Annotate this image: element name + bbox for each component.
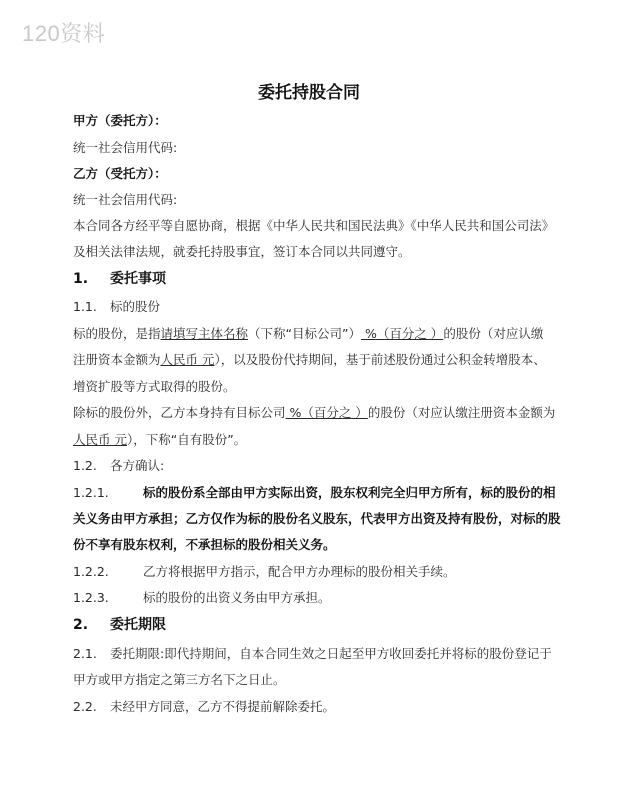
own-shares-line-2 bbox=[73, 431, 246, 449]
clause-1-2-3 bbox=[73, 589, 331, 607]
clause-number: 1.2.2. bbox=[73, 564, 109, 579]
clause-text: 未经甲方同意，乙方不得提前解除委托。 bbox=[110, 699, 336, 714]
percentage-field: %（百分之 ） bbox=[285, 405, 368, 420]
clause-2-2 bbox=[73, 698, 335, 716]
clause-1-2-heading bbox=[73, 457, 164, 475]
text-run: 的股份（对应认缴 bbox=[443, 326, 544, 341]
section-number: 2. bbox=[73, 617, 89, 633]
clause-1-2-2 bbox=[73, 563, 456, 581]
section-2-heading bbox=[73, 616, 166, 634]
clause-number: 1.2.3. bbox=[73, 590, 109, 605]
clause-1-2-1-line-1 bbox=[73, 484, 556, 502]
percentage-field: %（百分之 ） bbox=[360, 326, 444, 341]
clause-1-1-line-1 bbox=[73, 325, 543, 343]
own-shares-line-1 bbox=[73, 404, 555, 422]
clause-number: 1.2.1. bbox=[73, 485, 109, 500]
clause-text: 标的股份的出资义务由甲方承担。 bbox=[143, 590, 331, 605]
clause-1-1-line-3: 增资扩股等方式取得的股份。 bbox=[73, 379, 236, 394]
text-run: ），以及股份代持期间，基于前述股份通过公积金转增股本、 bbox=[214, 352, 546, 367]
clause-text: 委托期限:即代持期间，自本合同生效之日起至甲方收回委托并将标的股份登记于 bbox=[110, 646, 552, 661]
clause-1-1-heading bbox=[73, 298, 160, 316]
section-title: 委托期限 bbox=[110, 617, 166, 633]
document-title: 委托持股合同 bbox=[258, 83, 360, 103]
text-run: ），下称“自有股份”。 bbox=[126, 432, 247, 447]
clause-2-1-line-2: 甲方或甲方指定之第三方名下之日止。 bbox=[73, 672, 286, 687]
text-run: 的股份（对应认缴注册资本金额为 bbox=[367, 405, 556, 420]
party-a-credit-code: 统一社会信用代码: bbox=[73, 140, 178, 155]
text-run: 注册资本金额为 bbox=[73, 352, 161, 367]
watermark: 120资料 bbox=[22, 21, 106, 46]
intro-line-2: 及相关法律法规，就委托持股事宜，签订本合同以共同遵守。 bbox=[73, 244, 411, 259]
text-run: 除标的股份外，乙方本身持有目标公司 bbox=[73, 405, 286, 420]
text-run: （下称“目标公司”） bbox=[248, 326, 361, 341]
party-b-credit-code: 统一社会信用代码: bbox=[73, 192, 178, 207]
section-title: 委托事项 bbox=[110, 271, 166, 287]
section-1-heading bbox=[73, 270, 166, 288]
clause-text: 乙方将根据甲方指示，配合甲方办理标的股份相关手续。 bbox=[143, 564, 456, 579]
party-a-label: 甲方（委托方）： bbox=[73, 113, 167, 128]
amount-field: 人民币 元 bbox=[160, 352, 215, 367]
text-run: 标的股份系全部由甲方实际出资，股东权利完全归甲方所有，标的股份的相 bbox=[143, 485, 556, 500]
clause-title: 各方确认: bbox=[110, 458, 165, 473]
clause-1-1-line-2 bbox=[73, 351, 546, 369]
clause-number: 1.2. bbox=[73, 458, 97, 473]
text-run: 标的股份，是指 bbox=[73, 326, 161, 341]
section-number: 1. bbox=[73, 271, 89, 287]
clause-number: 2.2. bbox=[73, 699, 97, 714]
clause-1-2-1-line-3: 份不享有股东权利，不承担标的股份相关义务。 bbox=[73, 537, 336, 552]
clause-number: 1.1. bbox=[73, 299, 97, 314]
amount-field: 人民币 元 bbox=[73, 432, 127, 447]
clause-title: 标的股份 bbox=[110, 299, 161, 314]
party-b-label: 乙方（受托方）： bbox=[73, 166, 167, 181]
intro-line-1: 本合同各方经平等自愿协商，根据《中华人民共和国民法典》《中华人民共和国公司法》 bbox=[73, 218, 555, 233]
company-name-field: 请填写主体名称 bbox=[160, 326, 249, 341]
clause-1-2-1-line-2: 关义务由甲方承担；乙方仅作为标的股份名义股东，代表甲方出资及持有股份，对标的股 bbox=[73, 511, 561, 526]
clause-2-1-line-1 bbox=[73, 645, 552, 663]
clause-number: 2.1. bbox=[73, 646, 97, 661]
